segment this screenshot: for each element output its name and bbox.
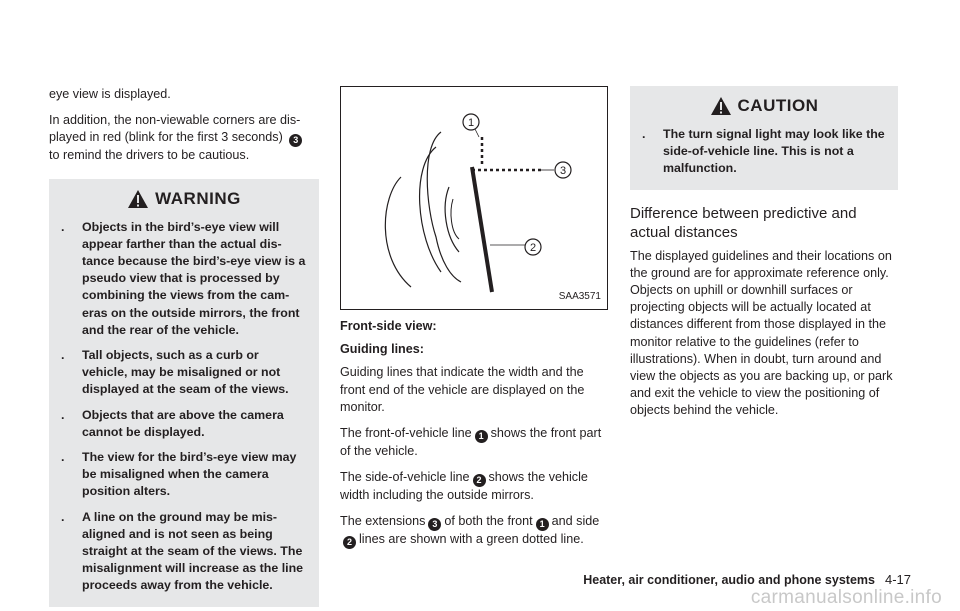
list-item: . The turn signal light may look like the side-of-vehicle line. This is not a malfunction.	[642, 127, 885, 176]
column-right	[630, 86, 898, 429]
figure-code: SAA3571	[558, 290, 601, 302]
callout-number-2: 2	[343, 536, 356, 549]
callout-number-1: 1	[536, 518, 549, 531]
warning-triangle-icon	[710, 96, 732, 116]
list-item: . A line on the ground may be mis-aligned and is not seen as being straight at the seam of the views. The misalignment will increase as the line proceeds away from the vehicle.	[61, 509, 304, 593]
text: In addition, the non-viewable corners are dis-played in red (blink for the first 3 seconds)	[49, 113, 301, 145]
page-number: 4-17	[884, 572, 911, 587]
subheading: Front-side view:	[340, 319, 437, 333]
subheading: Guiding lines:	[340, 342, 424, 357]
paragraph: Guiding lines that indicate the width and the front end of the vehicle are displayed on the monitor.	[340, 365, 585, 414]
footer-title: Heater, air conditioner, audio and phone systems	[583, 573, 875, 587]
callout-number-1: 1	[475, 430, 488, 443]
callout-number-3: 3	[289, 134, 302, 147]
list-item: . The view for the bird’s-eye view may be misaligned when the camera position alters.	[61, 450, 297, 499]
paragraph: eye view is displayed.	[49, 87, 171, 101]
paragraph	[49, 112, 319, 164]
page-footer	[583, 572, 911, 587]
caution-box	[630, 86, 898, 190]
callout-number-3: 3	[428, 518, 441, 531]
callout-number-2: 2	[473, 474, 486, 487]
paragraph: The displayed guidelines and their locations on the ground are for approximate reference only. Objects on uphill or downhill surfaces or projecting objects will be actually located at distances different from those displayed in the monitor relative to the guidelines (refer to illustrations). When in doubt, turn around and view the objects as you are backing up, or park and exit the vehicle to view the positioning of objects behind the vehicle.	[630, 248, 893, 418]
column-left	[49, 86, 319, 607]
callout-3: 3	[559, 165, 567, 177]
callout-1: 1	[467, 117, 475, 129]
warning-title: WARNING	[155, 189, 241, 208]
watermark: carmanualsonline.info	[750, 587, 942, 608]
callout-2: 2	[529, 242, 537, 254]
list-item: . Objects that are above the camera cannot be displayed.	[61, 407, 284, 439]
paragraph: The extensions 3 of both the front 1 and side2 lines are shown with a green dotted line.	[340, 514, 600, 548]
caution-list	[642, 126, 886, 178]
warning-triangle-icon	[127, 189, 149, 209]
warning-list	[61, 219, 307, 595]
paragraph: The side-of-vehicle line 2 shows the vehicle width including the outside mirrors.	[340, 470, 588, 503]
paragraph: The front-of-vehicle line 1 shows the front part of the vehicle.	[340, 426, 602, 459]
warning-box	[49, 179, 319, 607]
warning-heading	[61, 189, 307, 209]
caution-title: CAUTION	[737, 96, 819, 116]
list-item: . Tall objects, such as a curb or vehicle, may be misaligned or not displayed at the seam of the views.	[61, 348, 289, 397]
text: to remind the drivers to be cautious.	[49, 148, 250, 163]
section-title: Difference between predictive and actual distances	[630, 204, 857, 241]
list-item: . Objects in the bird’s-eye view will appear farther than the actual dis-tance because the bird’s-eye view is a pseudo view that is processed by combining the views from the cam-eras on the outside mirrors, the front and the rear of the vehicle.	[61, 219, 306, 337]
guiding-lines-diagram	[341, 87, 607, 309]
caution-heading	[642, 96, 886, 116]
column-middle	[340, 86, 608, 558]
front-side-view-illustration	[340, 86, 608, 310]
